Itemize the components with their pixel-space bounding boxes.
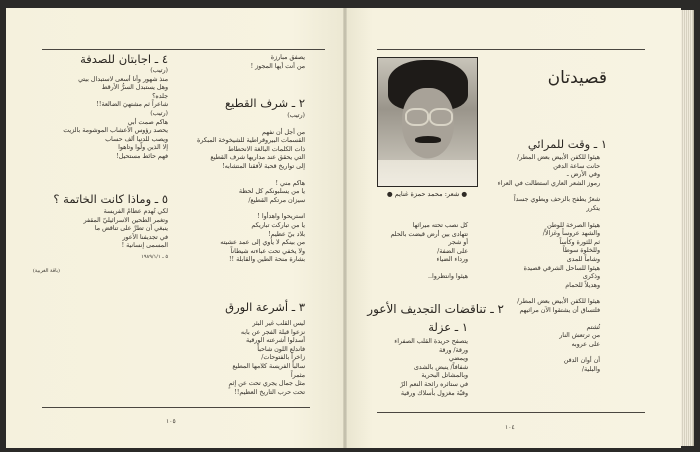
poem-line: تُشتم (586, 323, 600, 331)
poem-line: في ستائره رائحة النعم الرّ (400, 380, 468, 388)
location-note: (باقة الغربية) (32, 268, 60, 274)
poem-line: هاكم مني ! (275, 179, 305, 187)
poem-line: بشارة منحة الطين والقابلة !! (229, 256, 305, 264)
poem-line: وللخلوة سوطاً (562, 247, 600, 255)
section-5-title: ٥ ـ وماذا كانت الخاتمة ؟ (53, 192, 168, 206)
poem-line: من أجل أن نفهم (262, 128, 305, 136)
poem-line: أن أوان الدفن (563, 357, 600, 365)
poem-line: فهم حائط مستحيل! (116, 152, 168, 160)
poem-1-continued (358, 222, 468, 282)
photo-caption: ● شعر: محمد حمزة غنايم ● (386, 190, 468, 198)
top-rule-right (377, 49, 645, 50)
poem-line: من ترتعش النار (559, 332, 600, 340)
poem-line: سالباً الفريسة كلامها المطيع (232, 362, 305, 370)
section-3-body (175, 320, 305, 397)
poem-line: شاعراً ثم مشتهيَ الضالعة!! (96, 101, 168, 109)
poem-line: وتغمر الطحين الاسرائيليّ المقفر (83, 216, 168, 224)
poem-line: والبلية/ (581, 365, 600, 373)
poem-line: على عروبه (571, 340, 600, 348)
poem-line: تتهادى بين أرض قبضت بالحلم (390, 230, 468, 238)
poem-line: في تجديفنا الأعور (122, 233, 168, 241)
poem-line: إلا الذين ولّوا وتاهوا (118, 144, 168, 152)
poem-line: وقبّة مغزول بأسلاك ورقية (400, 389, 468, 397)
poet-photo (377, 57, 478, 187)
poem-line: يتصفح حريدة القلب الصفراء (394, 338, 468, 345)
section-4-title: ٤ ـ اجابتان للصدفة (80, 52, 168, 66)
poem-line: سيزان مرتكم القطيع/ (248, 196, 305, 204)
left-right-column-intro (175, 54, 305, 71)
poem-line: هيئوا للكفن الأبيض بعض المطر/ (517, 154, 600, 161)
section-2-title: ٢ ـ شرف القطيع (225, 96, 305, 110)
section-3-title: ٣ ـ أشرعة الورق (225, 300, 305, 314)
poem-line: ذات الكلمات البالغة الانحطاط (227, 145, 305, 153)
poem-line: وشاماً للمدى (566, 255, 600, 263)
poem-line: ليس القلب غير البئر (252, 320, 305, 327)
poem-line: وهديلاً للحمام (565, 281, 600, 289)
poem-line: بلاد بيّ عظيم! (268, 230, 305, 238)
poem-line: ثم للثورة وكأساً (559, 238, 600, 246)
poem-line: القسمات البيروقراطية للشيخوخة المبكرة (196, 137, 305, 145)
poem-1-body (470, 154, 600, 374)
page-edges (681, 10, 694, 446)
poem-line: رموز الشعر العاري استطالت في العراء (497, 179, 600, 187)
poem-date: ٥ ـ ١٩٨٩/١/١ (141, 253, 168, 260)
bottom-rule-right (377, 412, 645, 413)
poem-line: كل نصب تحته ميراثها (412, 222, 468, 229)
poem-line: يتكرر (586, 204, 600, 212)
book-gutter (343, 8, 347, 448)
poem-line: شعرٌ يطفح بالزحف ويطوي جسداً (513, 196, 600, 204)
poem-2-subtitle: ١ ـ عزلة (428, 320, 468, 334)
poem-line: من بينكم لا يأوي إلى عمد عشيته (220, 239, 305, 247)
poem-line: شفافاً/ ينبض بالشدى (413, 363, 468, 371)
page-number-right: ١٠٤ (505, 424, 515, 431)
poem-line: هيئوا وانتظروا.. (427, 272, 468, 280)
poem-2-title: ٢ ـ تناقضات التجديف الأعور (367, 302, 504, 316)
poem-line: يصفق مبارزة (270, 54, 305, 61)
poem-line: على الضفة/ (437, 247, 468, 255)
poem-line: مثل جمال يجري تحت عن إثمٍ (228, 380, 305, 388)
main-title: قصيدتان (547, 68, 607, 88)
bottom-rule-left (42, 407, 310, 408)
poem-line: نزعوا قبلة الفجر عن بابه (240, 328, 305, 336)
section-2-body (175, 112, 305, 265)
poem-line: زاخراً بالفتوحات/ (261, 354, 305, 362)
poem-line: هيئوا للكفن الأبيض بعض المطر/ (517, 298, 600, 306)
poem-line: ويصب للدنيا ألف حساب (105, 135, 168, 143)
poem-line: ورقة/ ورقة (438, 346, 468, 354)
poem-line: ينبغي أن تطرَّ على تناقض ما (94, 225, 168, 233)
poem-line: تحت حرب التاريخ العظيم!! (234, 388, 305, 396)
poem-line: هيئوا للساحل الشرقي قصيدة (523, 264, 600, 272)
poem-line: ولا يخفي تحت عباءته شيطاناً (230, 247, 305, 255)
poem-line: (رتيب) (150, 109, 168, 117)
poem-line: من أنت أيها المجوز ! (250, 62, 305, 70)
poem-line: وذكرى (582, 273, 600, 281)
poem-line: هيئوا الصرخة للوطن (546, 221, 600, 229)
poem-line: فاندلع اللون شاحباً (257, 345, 305, 353)
poem-line: المسمى إنسانية ! (121, 242, 168, 250)
poem-line: ورداء الضياء (436, 256, 468, 264)
poem-line: يا من يسلبونكم كل لحظة (238, 188, 305, 196)
poem-2-body (358, 338, 468, 398)
section-5-body (38, 208, 168, 262)
poem-line: يا من تباركت تباريكم (251, 221, 305, 229)
poem-1-title: ١ ـ وقت للمرائي (527, 137, 607, 151)
poem-line: حانت ساعة الدفن (553, 162, 600, 170)
poem-line: يحصد رؤوس الأعشاب الموشومة بالزيت (63, 127, 168, 135)
poem-line: التي يحقق عند مداريها شرف القطيع (210, 154, 305, 162)
poem-line: إلى تواريخ قحبة لأفقنا المتشابه! (222, 162, 305, 170)
poem-line: وفي الأرض ـ (566, 171, 600, 179)
top-rule-left (42, 49, 325, 50)
poem-line: فلتساق أن يشتقوا الآن مراثيهم (519, 306, 600, 314)
section-4-body (38, 67, 168, 162)
poem-line: هاكم صمت أبي (127, 118, 168, 126)
poem-line: جلده؟ (152, 92, 168, 100)
poem-line: (رتيب) (150, 67, 168, 74)
poem-line: لكي تُهدم عظامُ الفريسة (103, 208, 168, 215)
page-number-left: ١٠٥ (166, 418, 176, 425)
poem-line: منذ شهور وأنا أسعى لاستبدال بيتي (78, 75, 168, 83)
poem-line: استريحوا واهدأوا ! (257, 213, 305, 221)
poem-line: وبالمشاتل البحرية (421, 372, 468, 380)
poem-line: أسدلوا أشرعته الورقية (245, 337, 305, 345)
poem-line: (رتيب) (287, 112, 305, 119)
poem-line: وهل يستبدل السرُّ الأرقط (101, 84, 168, 92)
poem-line: أو شجر (448, 239, 468, 247)
poem-line: والشهد عروساً وغزالاً/ (542, 230, 600, 238)
poem-line: مثمراً (290, 371, 305, 379)
poem-line: ويمضي (448, 355, 468, 363)
